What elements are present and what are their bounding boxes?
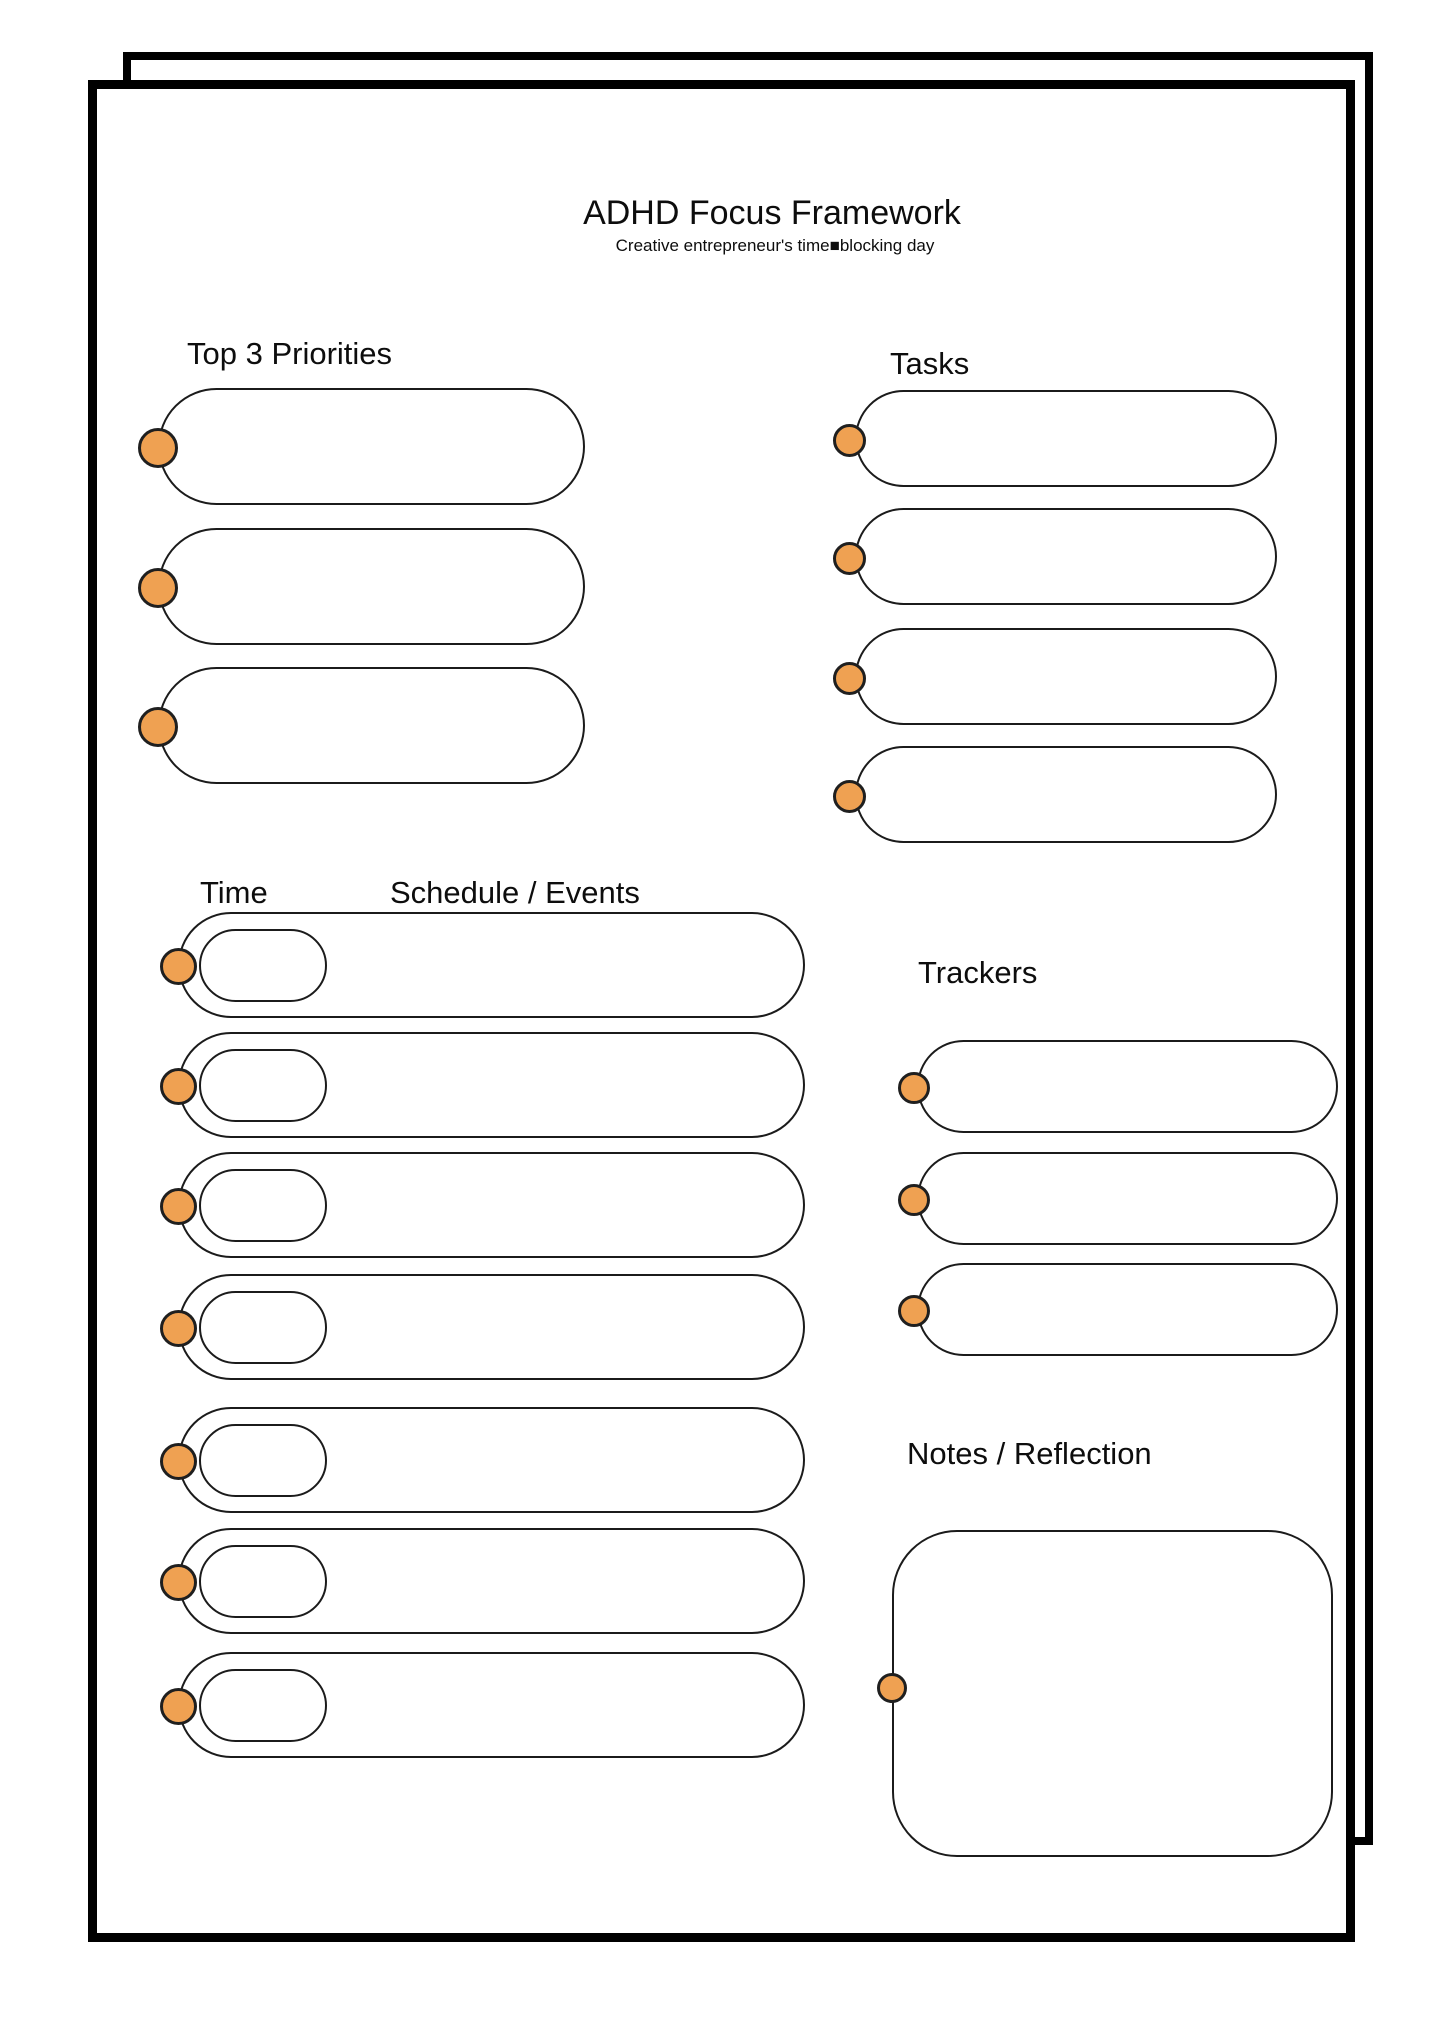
page-subtitle: Creative entrepreneur's time■blocking day <box>615 236 935 255</box>
page-title: ADHD Focus Framework <box>583 194 961 232</box>
task-field-1[interactable] <box>855 390 1277 487</box>
time-column-heading: Time <box>200 875 268 910</box>
bullet-dot <box>160 948 197 985</box>
bullet-dot <box>898 1295 930 1327</box>
tasks-heading: Tasks <box>890 346 970 381</box>
bullet-dot <box>160 1564 197 1601</box>
schedule-events-heading: Schedule / Events <box>390 875 640 910</box>
tracker-field-2[interactable] <box>917 1152 1338 1245</box>
bullet-dot <box>160 1068 197 1105</box>
schedule-row-6[interactable] <box>178 1528 805 1634</box>
time-field-6[interactable] <box>199 1545 327 1618</box>
bullet-dot <box>138 428 178 468</box>
schedule-row-1[interactable] <box>178 912 805 1018</box>
bullet-dot <box>160 1188 197 1225</box>
time-field-3[interactable] <box>199 1169 327 1242</box>
schedule-row-3[interactable] <box>178 1152 805 1258</box>
bullet-dot <box>160 1688 197 1725</box>
tracker-field-1[interactable] <box>917 1040 1338 1133</box>
bullet-dot <box>160 1310 197 1347</box>
schedule-row-2[interactable] <box>178 1032 805 1138</box>
schedule-row-5[interactable] <box>178 1407 805 1513</box>
bullet-dot <box>833 780 866 813</box>
time-field-1[interactable] <box>199 929 327 1002</box>
schedule-row-4[interactable] <box>178 1274 805 1380</box>
bullet-dot <box>833 424 866 457</box>
tracker-field-3[interactable] <box>917 1263 1338 1356</box>
bullet-dot <box>877 1673 907 1703</box>
time-field-4[interactable] <box>199 1291 327 1364</box>
schedule-row-7[interactable] <box>178 1652 805 1758</box>
bullet-dot <box>138 707 178 747</box>
priority-field-3[interactable] <box>158 667 585 784</box>
priority-field-1[interactable] <box>158 388 585 505</box>
bullet-dot <box>160 1443 197 1480</box>
time-field-2[interactable] <box>199 1049 327 1122</box>
bullet-dot <box>833 542 866 575</box>
time-field-7[interactable] <box>199 1669 327 1742</box>
notes-reflection-heading: Notes / Reflection <box>907 1436 1152 1471</box>
bullet-dot <box>138 568 178 608</box>
priority-field-2[interactable] <box>158 528 585 645</box>
trackers-heading: Trackers <box>918 955 1038 990</box>
priorities-heading: Top 3 Priorities <box>187 336 393 371</box>
bullet-dot <box>898 1184 930 1216</box>
bullet-dot <box>833 662 866 695</box>
notes-field[interactable] <box>892 1530 1333 1857</box>
task-field-4[interactable] <box>855 746 1277 843</box>
bullet-dot <box>898 1072 930 1104</box>
task-field-3[interactable] <box>855 628 1277 725</box>
task-field-2[interactable] <box>855 508 1277 605</box>
time-field-5[interactable] <box>199 1424 327 1497</box>
